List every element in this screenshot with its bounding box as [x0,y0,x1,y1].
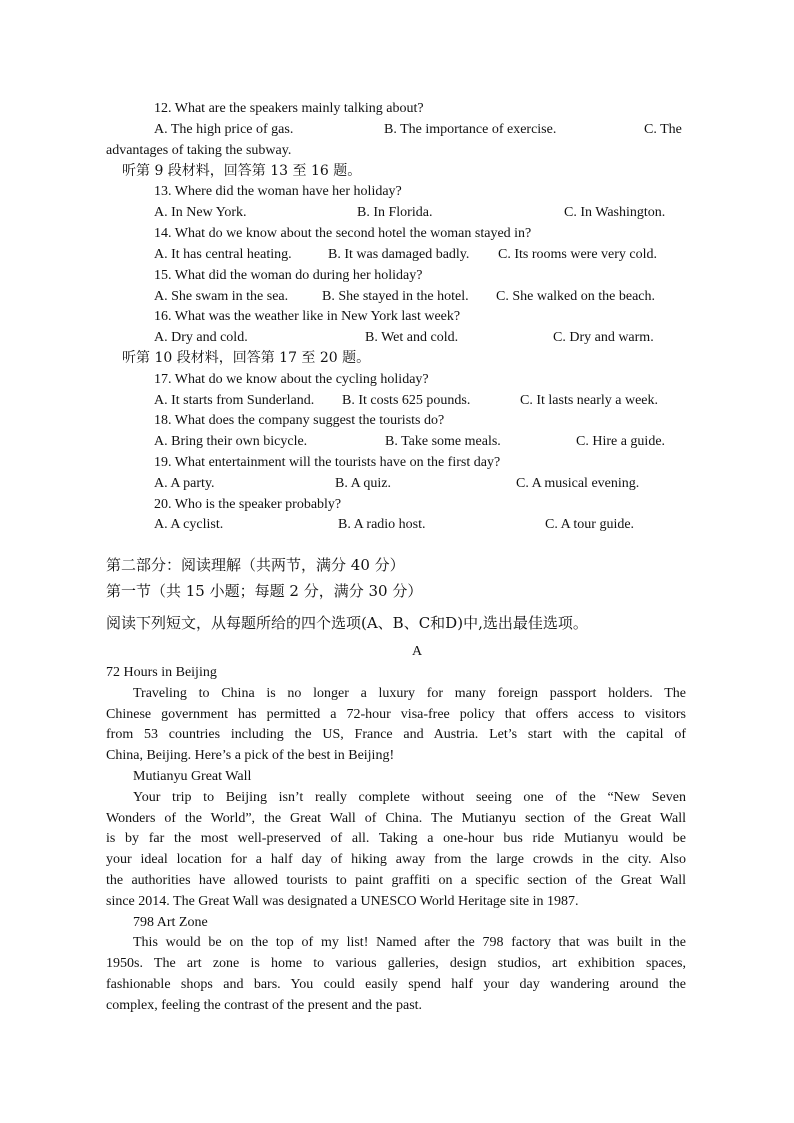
question-20-option-c: C. A tour guide. [545,517,635,532]
mutianyu-line-2: Wonders of the World”, the Great Wall of China. The Mutianyu section of the Great Wall [106,811,686,826]
question-12-option-c: C. The [644,122,682,137]
question-16-option-a: A. Dry and cold. [154,330,248,345]
question-20-option-b: B. A radio host. [338,517,426,532]
art-zone-line-4: complex, feeling the contrast of the present and the past. [106,998,423,1013]
question-18-option-a: A. Bring their own bicycle. [154,434,308,449]
art-zone-line-2: 1950s. The art zone is home to various galleries, design studios, art exhibition spaces, [106,956,686,971]
question-12-option-a: A. The high price of gas. [154,122,294,137]
subheading-798: 798 Art Zone [133,915,208,930]
question-19-option-a: A. A party. [154,476,215,491]
question-18-option-c: C. Hire a guide. [576,434,666,449]
intro-line-1: Traveling to China is no longer a luxury for many foreign passport holders. The [133,686,686,701]
question-15-option-b: B. She stayed in the hotel. [322,289,469,304]
question-14-stem: 14. What do we know about the second hotel the woman stayed in? [154,226,532,241]
intro-line-4: China, Beijing. Here’s a pick of the best in Beijing! [106,748,395,763]
section-9-heading: 听第 9 段材料，回答第 13 至 16 题。 [122,163,362,179]
question-14-option-a: A. It has central heating. [154,247,292,262]
question-18-option-b: B. Take some meals. [385,434,501,449]
art-zone-line-3: fashionable shops and bars. You could easily spend half your day wandering around the [106,977,686,992]
art-zone-line-1: This would be on the top of my list! Named after the 798 factory that was built in the [133,935,686,950]
question-20-stem: 20. Who is the speaker probably? [154,497,342,512]
mutianyu-line-1: Your trip to Beijing isn’t really complete without seeing one of the “New Seven [133,790,686,805]
mutianyu-line-6: since 2014. The Great Wall was designated a UNESCO World Heritage site in 1987. [106,894,579,909]
mutianyu-line-4: your ideal location for a half day of hiking away from the large crowds in the city. Also [106,852,686,867]
subheading-mutianyu: Mutianyu Great Wall [133,769,252,784]
question-13-option-b: B. In Florida. [357,205,433,220]
question-14-option-c: C. Its rooms were very cold. [498,247,658,262]
question-16-stem: 16. What was the weather like in New York last week? [154,309,461,324]
part-two-title: 第二部分：阅读理解（共两节，满分 40 分） [106,556,405,574]
question-15-option-a: A. She swam in the sea. [154,289,289,304]
question-16-option-b: B. Wet and cold. [365,330,459,345]
question-12-option-b: B. The importance of exercise. [384,122,557,137]
intro-line-3: from 53 countries including the US, France and Austria. Let’s start with the capital of [106,727,686,742]
question-19-option-c: C. A musical evening. [516,476,640,491]
question-16-option-c: C. Dry and warm. [553,330,654,345]
question-17-option-a: A. It starts from Sunderland. [154,393,315,408]
question-15-option-c: C. She walked on the beach. [496,289,656,304]
question-17-option-c: C. It lasts nearly a week. [520,393,659,408]
mutianyu-line-3: is by far the most well-preserved of all. Taking a one-hour bus ride Mutianyu would be [106,831,686,846]
question-19-option-b: B. A quiz. [335,476,392,491]
question-12-option-c-continued: advantages of taking the subway. [106,143,292,158]
question-20-option-a: A. A cyclist. [154,517,224,532]
reading-instruction: 阅读下列短文，从每题所给的四个选项(A、B、C和D)中,选出最佳选项。 [106,614,588,632]
passage-title: 72 Hours in Beijing [106,665,217,680]
question-18-stem: 18. What does the company suggest the tourists do? [154,413,445,428]
question-13-stem: 13. Where did the woman have her holiday? [154,184,402,199]
question-12-stem: 12. What are the speakers mainly talking about? [154,101,424,116]
question-17-option-b: B. It costs 625 pounds. [342,393,471,408]
mutianyu-line-5: the authorities have allowed tourists to paint graffiti on a specific section of the Great Wall [106,873,686,888]
question-15-stem: 15. What did the woman do during her holiday? [154,268,423,283]
question-13-option-c: C. In Washington. [564,205,666,220]
passage-letter: A [412,644,423,659]
question-14-option-b: B. It was damaged badly. [328,247,470,262]
question-17-stem: 17. What do we know about the cycling holiday? [154,372,429,387]
section-one-title: 第一节（共 15 小题；每题 2 分，满分 30 分） [106,582,423,600]
question-19-stem: 19. What entertainment will the tourists have on the first day? [154,455,501,470]
section-10-heading: 听第 10 段材料，回答第 17 至 20 题。 [122,350,371,366]
intro-line-2: Chinese government has permitted a 72-hour visa-free policy that offers access to visitors [106,707,686,722]
question-13-option-a: A. In New York. [154,205,247,220]
